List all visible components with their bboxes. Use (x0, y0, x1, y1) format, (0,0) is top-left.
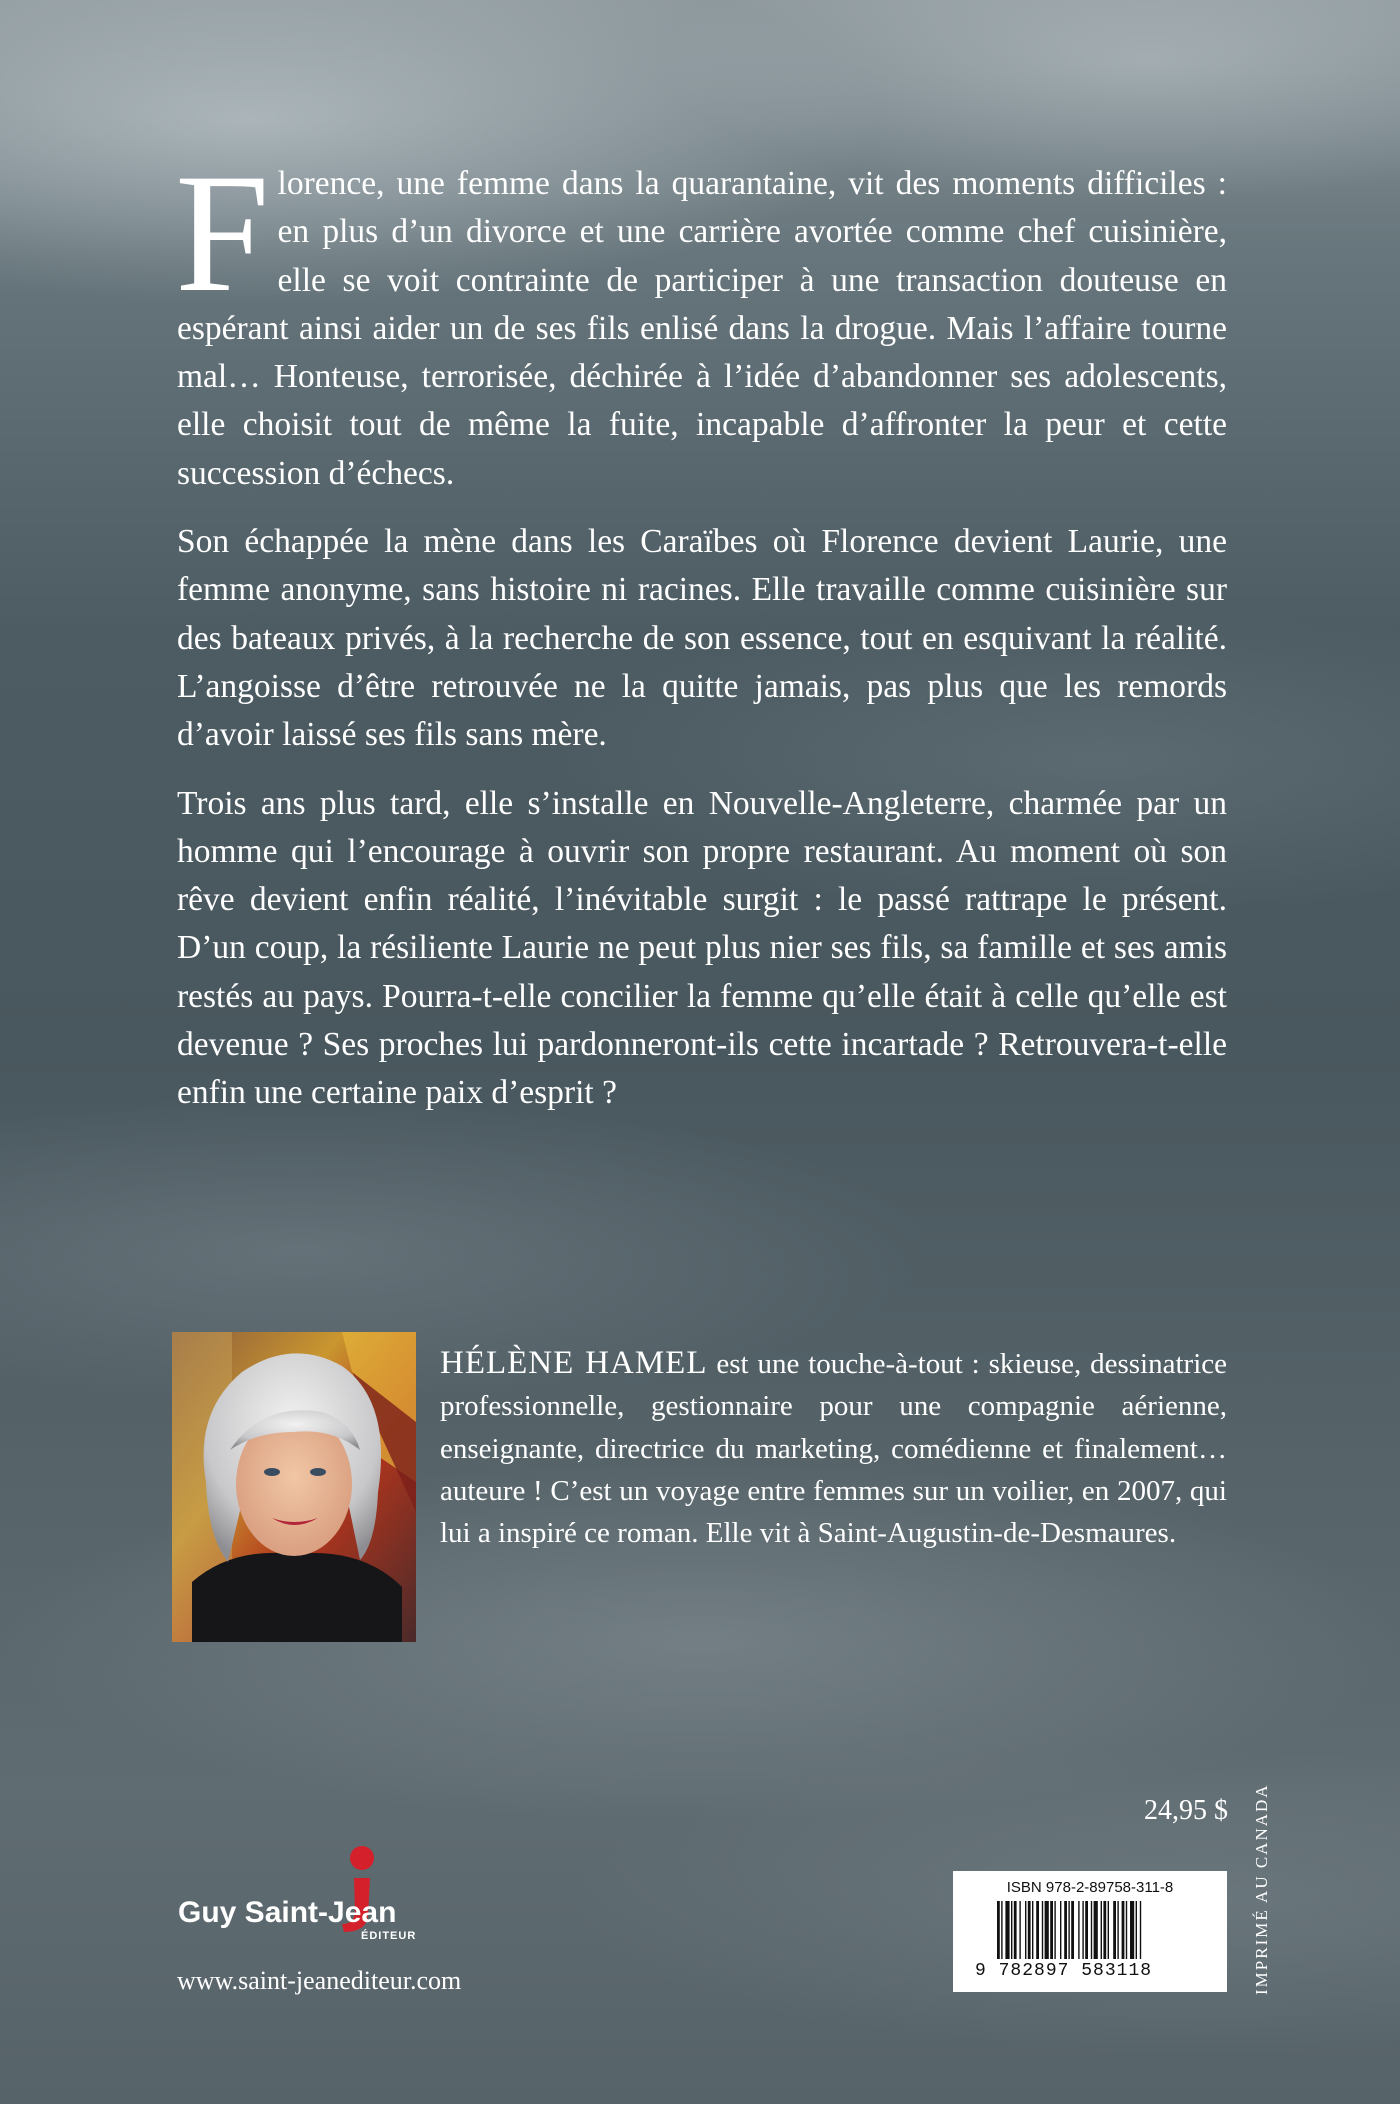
author-portrait-image (172, 1332, 416, 1642)
publisher-subtitle: ÉDITEUR (361, 1930, 417, 1942)
isbn-label: ISBN 978-2-89758-311-8 (1006, 1879, 1174, 1896)
summary-paragraph-2: Son échappée la mène dans les Caraïbes où Florence devient Laurie, une femme anonyme, sans histoire ni racines. Elle travaille comme cuisinière sur des bateaux privés, à la recherche de son essence, tout en esquivant la réalité. L’angoisse d’être retrouvée ne la quitte jamais, pas plus que les remords d’avoir laissé ses fils sans mère. (177, 523, 1227, 754)
author-name: HÉLÈNE HAMEL (440, 1345, 708, 1381)
book-summary (175, 139, 1227, 1138)
ean-digits (975, 1961, 1215, 1981)
author-bio-text: est une touche-à-tout : skieuse, dessinatrice professionnelle, gestionnaire pour une compagnie aérienne, enseignante, directrice du marketing, comédienne et finalement… auteure ! C’est un voyage entre femmes sur un voilier, en 2007, qui lui a inspiré ce roman. Elle vit à Saint-Augustin-de-Desmaures. (440, 1348, 1227, 1550)
author-bio (440, 1342, 1227, 1554)
price: 24,95 $ (1144, 1795, 1228, 1826)
summary-paragraph-1 (175, 139, 1227, 498)
publisher-name: Guy Saint-Jean (178, 1896, 397, 1929)
printed-in-canada: IMPRIMÉ AU CANADA (1252, 1783, 1271, 1995)
ean-first-digit: 9 (975, 1961, 987, 1981)
summary-paragraph-3: Trois ans plus tard, elle s’installe en Nouvelle-Angleterre, charmée par un homme qui l’encourage à ouvrir son propre restaurant. Au moment où son rêve devient enfin réalité, l’inévitable surgit : le passé rattrape le présent. D’un coup, la résiliente Laurie ne peut plus nier ses fils, sa famille et ses amis restés au pays. Pourra-t-elle concilier la femme qu’elle était à celle qu’elle est devenue ? Ses proches lui pardonneront-ils cette incartade ? Retrouvera-t-elle enfin une certaine paix d’esprit ? (177, 784, 1227, 1112)
drop-cap: F (175, 139, 270, 327)
publisher-logo (178, 1844, 438, 1944)
author-photo (172, 1332, 416, 1642)
isbn-barcode (953, 1871, 1227, 1992)
barcode-bars-icon (997, 1901, 1197, 1961)
summary-text-1: lorence, une femme dans la quarantaine, vit des moments difficiles : en plus d’un divorce et une carrière avortée comme chef cuisinière, elle se voit contrainte de participer à une transaction douteuse en espérant ainsi aider un de ses fils enlisé dans la drogue. Mais l’affaire tourne mal… Honteuse, terrorisée, déchirée à l’idée d’abandonner ses adolescents, elle choisit tout de même la fuite, incapable d’affronter la peur et cette succession d’échecs. (177, 165, 1227, 492)
ean-remaining-digits: 782897 583118 (998, 1961, 1153, 1981)
publisher-website: www.saint-jeanediteur.com (177, 1966, 462, 1995)
